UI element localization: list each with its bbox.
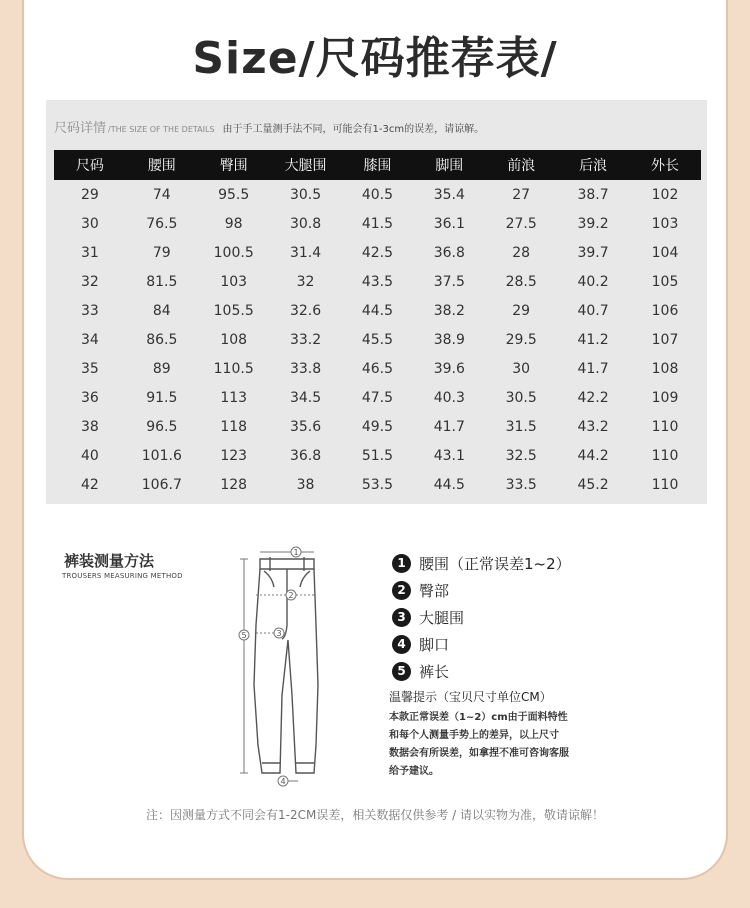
details-header — [54, 117, 484, 136]
table-cell: 44.5 — [361, 302, 394, 319]
table-cell: 32 — [296, 273, 315, 290]
table-row — [54, 238, 701, 267]
legend-label: 腰围（正常误差1~2） — [419, 554, 571, 573]
table-cell: 98 — [224, 215, 243, 232]
table-cell: 30 — [81, 215, 99, 232]
table-cell: 113 — [220, 389, 248, 406]
table-cell: 36 — [81, 389, 99, 406]
tips-line: 和每个人测量手势上的差异，以上尺寸 — [389, 730, 559, 741]
table-cell: 41.5 — [361, 215, 394, 232]
method-subtitle: TROUSERS MEASURING METHOD — [62, 572, 183, 580]
left-pocket — [264, 571, 274, 587]
table-cell: 106.7 — [141, 476, 182, 493]
table-cell: 36.1 — [433, 215, 465, 232]
fly-line — [282, 569, 287, 639]
legend-item-hem — [392, 631, 571, 657]
table-cell: 43.2 — [577, 418, 609, 435]
size-chart-card — [22, 0, 728, 880]
table-cell: 28.5 — [505, 273, 537, 290]
right-pocket — [300, 571, 310, 587]
table-cell: 29.5 — [505, 331, 537, 348]
table-row — [54, 180, 701, 209]
marker-2-label: 2 — [288, 591, 294, 600]
table-cell: 44.2 — [577, 447, 609, 464]
table-cell: 27.5 — [505, 215, 537, 232]
table-cell: 39.2 — [577, 215, 609, 232]
table-cell: 108 — [220, 331, 248, 348]
table-cell: 101.6 — [141, 447, 182, 464]
table-cell: 103 — [220, 273, 248, 290]
tips-line: 本款正常误差（1~2）cm由于面料特性 — [389, 712, 568, 723]
table-cell: 86.5 — [146, 331, 178, 348]
table-cell: 40.3 — [433, 389, 465, 406]
table-cell: 118 — [220, 418, 248, 435]
table-cell: 45.2 — [577, 476, 609, 493]
table-row — [54, 383, 701, 412]
table-cell: 128 — [220, 476, 248, 493]
table-row — [54, 441, 701, 470]
table-cell: 44.5 — [433, 476, 465, 493]
table-cell: 84 — [152, 302, 171, 319]
table-cell: 109 — [651, 389, 679, 406]
header-cell: 大腿围 — [284, 158, 327, 174]
marker-5-label: 5 — [241, 631, 247, 640]
table-cell: 110 — [651, 476, 679, 493]
table-cell: 29 — [512, 302, 531, 319]
table-cell: 74 — [152, 186, 171, 203]
details-note: 由于手工量测手法不同，可能会有1-3cm的误差，请谅解。 — [222, 124, 485, 135]
table-cell: 35.4 — [433, 186, 465, 203]
details-subtitle: /THE SIZE OF THE DETAILS — [108, 125, 215, 134]
legend-item-waist — [392, 550, 571, 576]
tips-line: 数据会有所误差，如拿捏不准可咨询客服 — [389, 748, 569, 759]
table-cell: 33.5 — [505, 476, 537, 493]
legend-label: 脚口 — [419, 635, 450, 654]
marker-1-label: 1 — [293, 548, 299, 557]
measure-legend — [392, 550, 571, 685]
table-cell: 35.6 — [289, 418, 322, 435]
table-cell: 34 — [81, 331, 99, 348]
table-cell: 76.5 — [146, 215, 178, 232]
legend-number: 3 — [392, 608, 411, 627]
table-cell: 43.1 — [433, 447, 465, 464]
table-cell: 106 — [651, 302, 679, 319]
table-body — [54, 180, 701, 499]
table-cell: 47.5 — [361, 389, 394, 406]
footnote: 注：因测量方式不同会有1-2CM误差，相关数据仅供参考 / 请以实物为准，敬请谅解！ — [145, 808, 604, 822]
details-title: 尺码详情 — [54, 121, 107, 136]
table-cell: 39.6 — [433, 360, 465, 377]
table-cell: 32.6 — [289, 302, 322, 319]
header-cell: 尺码 — [75, 158, 104, 174]
trousers-diagram — [216, 545, 336, 790]
table-cell: 33.2 — [289, 331, 322, 348]
table-cell: 38.9 — [433, 331, 465, 348]
table-row — [54, 412, 701, 441]
tips-body — [389, 709, 629, 781]
table-cell: 100.5 — [213, 244, 254, 261]
header-cell: 腰围 — [147, 158, 176, 174]
table-cell: 110 — [651, 447, 679, 464]
table-cell: 32.5 — [505, 447, 537, 464]
table-cell: 110 — [651, 418, 679, 435]
legend-number: 5 — [392, 662, 411, 681]
table-cell: 41.7 — [433, 418, 465, 435]
table-cell: 40.7 — [577, 302, 609, 319]
table-cell: 110.5 — [213, 360, 254, 377]
table-cell: 89 — [152, 360, 171, 377]
table-cell: 32 — [81, 273, 99, 290]
tips-box — [389, 688, 629, 781]
marker-3-label: 3 — [276, 629, 282, 638]
table-cell: 28 — [512, 244, 531, 261]
table-cell: 39.7 — [577, 244, 609, 261]
waistband-outline — [260, 559, 314, 569]
table-cell: 38.2 — [433, 302, 465, 319]
table-cell: 38.7 — [577, 186, 609, 203]
header-cell: 外长 — [651, 158, 679, 174]
table-cell: 96.5 — [146, 418, 178, 435]
table-cell: 102 — [651, 186, 679, 203]
table-cell: 34.5 — [289, 389, 322, 406]
table-cell: 40.5 — [361, 186, 394, 203]
tips-line: 给予建议。 — [389, 766, 439, 777]
table-cell: 30.5 — [505, 389, 537, 406]
table-cell: 35 — [81, 360, 99, 377]
table-cell: 103 — [651, 215, 679, 232]
table-cell: 30.8 — [289, 215, 322, 232]
table-cell: 108 — [651, 360, 679, 377]
table-cell: 51.5 — [361, 447, 394, 464]
table-header-row — [54, 150, 701, 180]
table-cell: 105 — [651, 273, 679, 290]
table-cell: 40 — [81, 447, 99, 464]
legend-label: 臀部 — [419, 581, 450, 600]
table-row — [54, 267, 701, 296]
table-cell: 27 — [512, 186, 531, 203]
table-cell: 46.5 — [361, 360, 394, 377]
header-cell: 膝围 — [363, 158, 392, 174]
header-cell: 后浪 — [579, 158, 608, 174]
size-table — [54, 150, 701, 499]
table-cell: 42.2 — [577, 389, 609, 406]
table-cell: 95.5 — [218, 186, 250, 203]
table-cell: 81.5 — [146, 273, 178, 290]
table-cell: 105.5 — [213, 302, 254, 319]
table-row — [54, 209, 701, 238]
table-cell: 107 — [651, 331, 679, 348]
legend-item-hip — [392, 577, 571, 603]
table-cell: 36.8 — [289, 447, 322, 464]
size-details-panel — [46, 100, 707, 504]
table-cell: 30 — [512, 360, 531, 377]
table-cell: 33 — [81, 302, 99, 319]
legend-label: 大腿围 — [419, 608, 465, 627]
table-cell: 42 — [81, 476, 99, 493]
table-cell: 33.8 — [289, 360, 322, 377]
header-cell: 脚围 — [435, 158, 464, 174]
tips-title: 温馨提示（宝贝尺寸单位CM） — [389, 690, 552, 704]
table-cell: 53.5 — [361, 476, 394, 493]
method-title: 裤装测量方法 — [64, 552, 155, 570]
table-cell: 41.2 — [577, 331, 609, 348]
table-cell: 42.5 — [361, 244, 394, 261]
table-row — [54, 325, 701, 354]
table-row — [54, 354, 701, 383]
table-cell: 45.5 — [361, 331, 394, 348]
table-cell: 123 — [220, 447, 248, 464]
legend-number: 1 — [392, 554, 411, 573]
legend-item-thigh — [392, 604, 571, 630]
legend-label: 裤长 — [419, 662, 450, 681]
table-row — [54, 296, 701, 325]
table-cell: 38 — [81, 418, 99, 435]
table-row — [54, 470, 701, 499]
table-cell: 31.5 — [505, 418, 537, 435]
table-cell: 49.5 — [361, 418, 394, 435]
header-cell: 臀围 — [219, 158, 248, 174]
table-cell: 41.7 — [577, 360, 609, 377]
page-title: Size/尺码推荐表/ — [192, 33, 558, 84]
table-cell: 37.5 — [433, 273, 465, 290]
header-cell: 前浪 — [507, 158, 536, 174]
table-cell: 38 — [296, 476, 315, 493]
table-cell: 30.5 — [289, 186, 322, 203]
trousers-outline — [254, 569, 318, 773]
legend-number: 4 — [392, 635, 411, 654]
table-cell: 29 — [81, 186, 99, 203]
table-cell: 31.4 — [289, 244, 322, 261]
table-cell: 79 — [152, 244, 171, 261]
table-cell: 31 — [81, 244, 99, 261]
legend-item-length — [392, 658, 571, 684]
table-cell: 43.5 — [361, 273, 394, 290]
marker-4-label: 4 — [280, 777, 286, 786]
legend-number: 2 — [392, 581, 411, 600]
table-cell: 91.5 — [146, 389, 178, 406]
table-cell: 36.8 — [433, 244, 465, 261]
table-cell: 104 — [651, 244, 679, 261]
table-cell: 40.2 — [577, 273, 609, 290]
